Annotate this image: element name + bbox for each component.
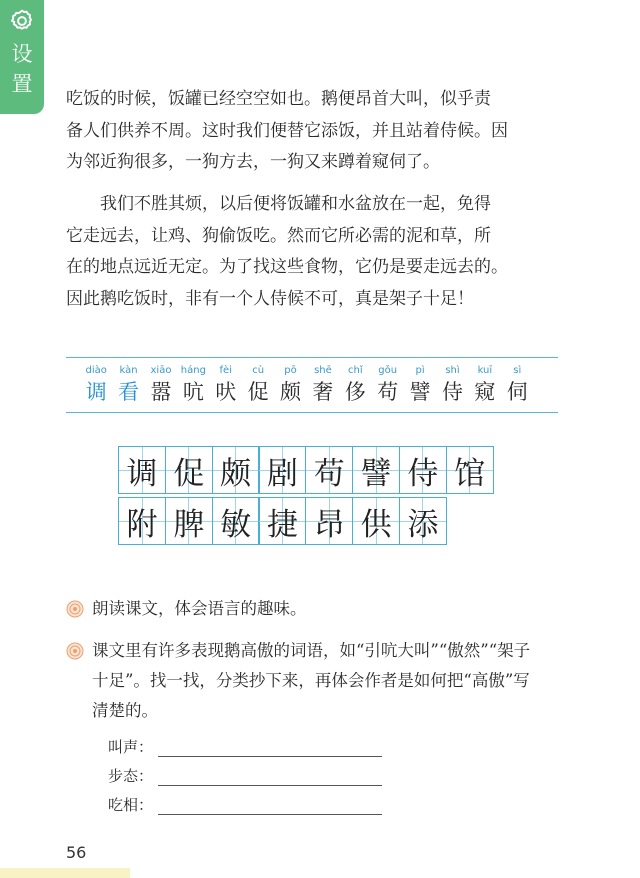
write-grid-row-2 [118,497,446,545]
grid-cell [305,446,353,494]
grid-cell [165,497,213,545]
vocab-item [372,364,404,406]
hanzi: 苟 [377,380,399,404]
fill-label: 步态： [108,767,154,785]
hanzi: 调 [85,380,107,404]
text-line: 它走远去，让鸡、狗偷饭吃。然而它所必需的泥和草，所 [66,225,491,246]
text-line: 在的地点远近无定。为了找这些食物，它仍是要走远去的。 [66,257,508,277]
exercise-marker-icon [66,600,84,618]
text-line: 吃饭的时候，饭罐已经空空如也。鹅便昂首大叫，似乎责 [66,89,491,109]
pinyin: háng [180,365,206,376]
fill-row-sound [108,736,382,757]
vocab-item [307,364,339,406]
write-grid-row-1 [118,446,493,494]
grid-char: 颇 [220,455,252,492]
vocab-item [404,364,436,406]
vocab-item [112,364,144,406]
exercise-text: 十足”。找一找，分类抄下来，再体会作者是如何把“高傲”写 [92,671,530,690]
fill-label: 吃相： [108,796,154,814]
vocab-item [80,364,112,406]
vocab-item [177,364,209,406]
grid-cell [118,497,166,545]
pinyin: shì [445,365,460,376]
pinyin: xiāo [150,365,172,376]
exercise-1 [66,594,307,624]
exercise-text: 清楚的。 [92,701,158,720]
grid-cell [258,497,306,545]
pinyin: cù [252,365,265,376]
answer-line[interactable] [158,797,382,815]
pinyin: chǐ [348,365,363,376]
pinyin: pì [415,365,425,376]
settings-label-2: 置 [11,72,33,96]
grid-char: 附 [126,506,158,543]
pinyin: fèi [219,365,232,376]
page-number: 56 [66,843,87,862]
grid-cell [399,446,447,494]
vocab-row [80,364,533,406]
settings-tab[interactable] [0,0,44,114]
grid-cell [399,497,447,545]
hanzi: 侍 [441,380,463,404]
grid-char: 调 [126,455,158,492]
exercise-2 [66,636,566,726]
hanzi: 侈 [344,380,366,404]
grid-cell [352,497,400,545]
exercise-text: 朗读课文，体会语言的趣味。 [92,599,307,618]
grid-cell [352,446,400,494]
paragraph-1 [66,84,566,179]
grid-char: 譬 [360,455,392,492]
pinyin: diào [85,365,107,376]
fill-row-eating [108,794,382,815]
hanzi: 颇 [280,380,302,404]
vocab-item [274,364,306,406]
pinyin: sì [513,365,522,376]
grid-char: 昂 [313,506,345,543]
pinyin: pō [284,365,297,376]
pinyin: shē [314,365,332,376]
fill-label: 叫声： [108,738,154,756]
pinyin: kuī [477,365,493,376]
gear-icon [9,8,35,38]
hanzi: 促 [247,380,269,404]
hanzi: 吠 [215,380,237,404]
text-line: 因此鹅吃饭时，非有一个人侍候不可，真是架子十足！ [66,288,474,309]
exercise-text: 课文里有许多表现鹅高傲的词语，如“引吭大叫”“傲然”“架子 [92,641,531,660]
vocab-item [145,364,177,406]
grid-char: 捷 [266,506,298,543]
text-line: 备人们供养不周。这时我们便替它添饭，并且站着侍候。因 [66,120,508,141]
grid-cell [212,497,260,545]
paragraph-2 [66,189,566,315]
hanzi: 嚣 [150,380,172,404]
grid-char: 添 [407,506,439,543]
vocab-item [242,364,274,406]
grid-char: 敏 [220,506,252,543]
grid-char: 脾 [173,506,205,543]
hanzi: 譬 [409,380,431,404]
hanzi: 看 [118,380,140,404]
grid-cell [165,446,213,494]
grid-cell [305,497,353,545]
bottom-decor-bar [0,868,130,878]
grid-char: 馆 [454,455,486,492]
settings-label-1: 设 [11,42,33,66]
grid-char: 苟 [313,455,345,492]
exercise-marker-icon [66,642,84,660]
text-line: 为邻近狗很多，一狗方去，一狗又来蹲着窥伺了。 [66,152,440,172]
text-line: 我们不胜其烦，以后便将饭罐和水盆放在一起，免得 [100,194,491,214]
vocab-item [436,364,468,406]
grid-cell [446,446,494,494]
grid-cell [212,446,260,494]
grid-cell [258,446,306,494]
vocab-item [339,364,371,406]
hanzi: 吭 [182,380,204,404]
hanzi: 伺 [506,380,528,404]
vocab-item [501,364,533,406]
grid-char: 剧 [266,455,298,492]
hanzi: 奢 [312,380,334,404]
answer-line[interactable] [158,768,382,786]
grid-char: 供 [360,506,392,543]
grid-char: 促 [173,455,205,492]
fill-row-gait [108,765,382,786]
hanzi: 窥 [474,380,496,404]
vocab-item [469,364,501,406]
answer-line[interactable] [158,739,382,757]
vocab-item [210,364,242,406]
grid-char: 侍 [407,455,439,492]
pinyin: kàn [119,365,138,376]
pinyin: gǒu [378,365,398,376]
vocab-strip [66,357,558,413]
grid-cell [118,446,166,494]
